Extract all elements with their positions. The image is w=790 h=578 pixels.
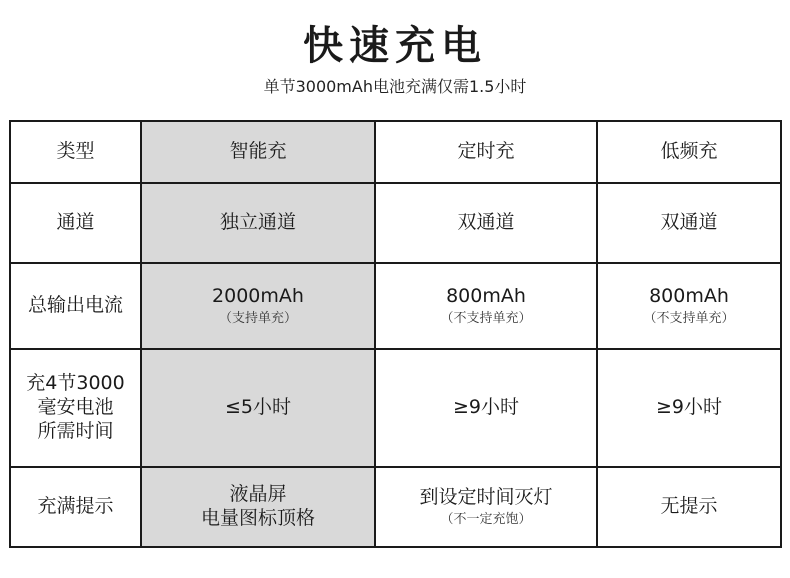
row-label-output-current: 总输出电流 <box>10 263 141 349</box>
page-subtitle: 单节3000mAh电池充满仅需1.5小时 <box>263 77 527 96</box>
cell-note: （支持单充） <box>218 311 297 327</box>
cell-timed-indicator <box>375 467 597 547</box>
cell-line: 液晶屏 <box>229 483 287 506</box>
label-line: 所需时间 <box>37 419 114 442</box>
table-header-row <box>10 121 781 183</box>
cell-lowfreq-output <box>597 263 781 349</box>
cell-smart-channel: 独立通道 <box>141 183 375 263</box>
header-smart-charge: 智能充 <box>141 121 375 183</box>
header-timed-charge: 定时充 <box>375 121 597 183</box>
cell-smart-indicator <box>141 467 375 547</box>
cell-timed-time: ≥9小时 <box>375 349 597 467</box>
cell-timed-output <box>375 263 597 349</box>
table-row-full-indicator <box>10 467 781 547</box>
page-title: 快速充电 <box>303 23 487 69</box>
cell-value: 800mAh <box>446 284 526 307</box>
cell-note: （不一定充饱） <box>440 512 532 528</box>
label-line: 毫安电池 <box>37 396 114 419</box>
row-label-full-indicator: 充满提示 <box>10 467 141 547</box>
cell-line: 电量图标顶格 <box>200 507 315 529</box>
cell-value: 800mAh <box>649 284 729 307</box>
cell-note: （不支持单充） <box>643 311 735 327</box>
header-type: 类型 <box>10 121 141 183</box>
cell-value: 2000mAh <box>212 284 304 307</box>
cell-timed-channel: 双通道 <box>375 183 597 263</box>
table-row-channel <box>10 183 781 263</box>
row-label-channel: 通道 <box>10 183 141 263</box>
cell-lowfreq-channel: 双通道 <box>597 183 781 263</box>
table-row-charge-time <box>10 349 781 467</box>
label-line: 充4节3000 <box>26 372 125 395</box>
cell-lowfreq-indicator: 无提示 <box>597 467 781 547</box>
table-row-output-current <box>10 263 781 349</box>
header-low-frequency-charge: 低频充 <box>597 121 781 183</box>
comparison-table <box>9 120 782 548</box>
cell-smart-output <box>141 263 375 349</box>
row-label-charge-time <box>10 349 141 467</box>
cell-lowfreq-time: ≥9小时 <box>597 349 781 467</box>
cell-note: （不支持单充） <box>440 311 532 327</box>
cell-value: 到设定时间灭灯 <box>419 485 553 508</box>
cell-smart-time: ≤5小时 <box>141 349 375 467</box>
